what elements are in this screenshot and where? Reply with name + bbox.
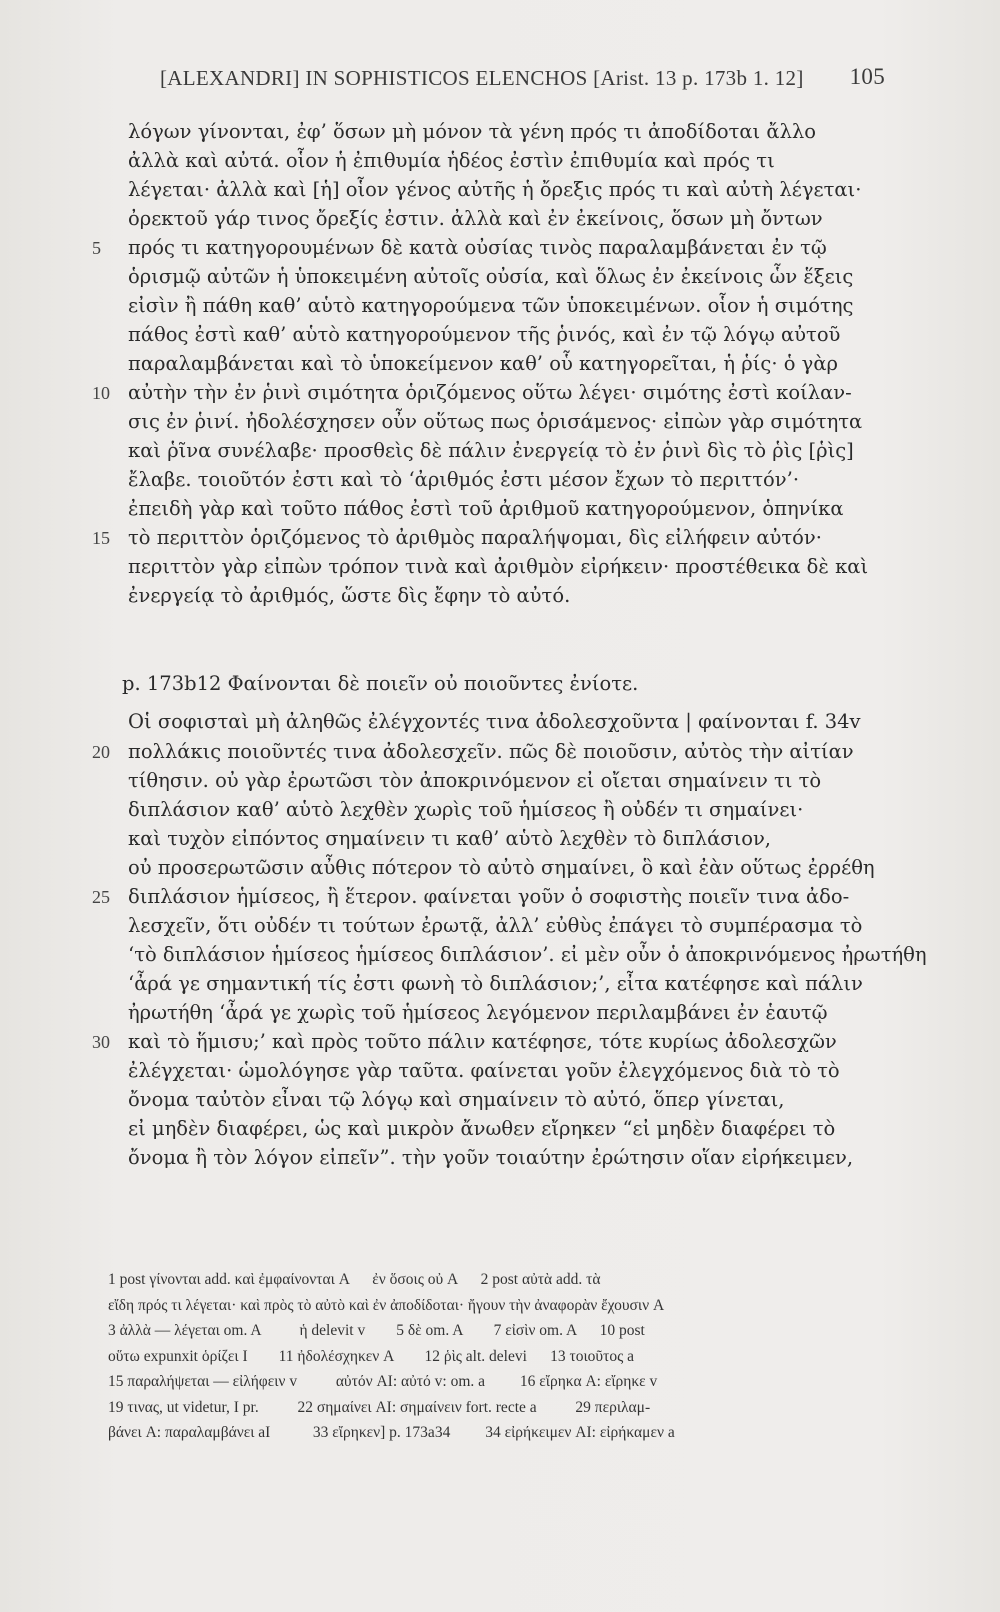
text-line — [128, 767, 868, 795]
text-line — [128, 118, 868, 146]
footnote-line: βάνει A: παραλαμβάνει aI 33 εἴρηκεν] p. 173a34 34 εἰρήκειμεν AI: εἰρήκαμεν a — [108, 1424, 675, 1441]
line-text: παραλαμβάνεται καὶ τὸ ὑποκείμενον καθ’ οὗ κατηγορεῖται, ἡ ῥίς· ὁ γὰρ — [128, 352, 838, 375]
line-text: ἔλαβε. τοιοῦτόν ἐστι καὶ τὸ ‘ἀριθμός ἐστι μέσον ἔχων τὸ περιττόν’· — [128, 468, 800, 491]
text-line — [92, 1028, 868, 1056]
line-text: p. 173b12 Φαίνονται δὲ ποιεῖν οὐ ποιοῦντες ἐνίοτε. — [122, 672, 639, 695]
line-number: 10 — [92, 383, 110, 403]
text-line — [128, 147, 868, 175]
line-text: πρός τι κατηγορουμένων δὲ κατὰ οὐσίας τινὸς παραλαμβάνεται ἐν τῷ — [128, 236, 827, 259]
line-number: 20 — [92, 742, 110, 762]
line-text: καὶ ῥῖνα συνέλαβε· προσθεὶς δὲ πάλιν ἐνεργείᾳ τὸ ἐν ῥινὶ δὶς τὸ ῥὶς [ῥὶς] — [128, 439, 854, 462]
line-text: οὐ προσερωτῶσιν αὖθις πότερον τὸ αὐτὸ σημαίνει, ὃ καὶ ἐὰν οὕτως ἐρρέθη — [128, 856, 875, 879]
text-line — [128, 495, 868, 523]
text-line — [128, 350, 868, 378]
line-number: 15 — [92, 528, 110, 548]
line-number: 30 — [92, 1032, 110, 1052]
text-line — [128, 1144, 868, 1172]
text-line — [128, 553, 868, 581]
text-line — [128, 321, 868, 349]
text-line — [92, 234, 868, 262]
text-line — [128, 1115, 868, 1143]
line-text: καὶ τὸ ἥμισυ;’ καὶ πρὸς τοῦτο πάλιν κατέφησε, τότε κυρίως ἀδολεσχῶν — [128, 1030, 837, 1053]
line-text: λόγων γίνονται, ἐφ’ ὅσων μὴ μόνον τὰ γένη πρός τι ἀποδίδοται ἄλλο — [128, 120, 817, 143]
line-text: Οἱ σοφισταὶ μὴ ἀληθῶς ἐλέγχοντές τινα ἀδολεσχοῦντα | φαίνονται f. 34v — [128, 710, 861, 733]
line-text: πολλάκις ποιοῦντές τινα ἀδολεσχεῖν. πῶς δὲ ποιοῦσιν, αὐτὸς τὴν αἰτίαν — [128, 740, 854, 763]
footnote-line: 15 παραλήψεται — εἰλήφειν v αὐτόν AI: αὐτό v: om. a 16 εἴρηκα A: εἴρηκε v — [108, 1373, 658, 1390]
line-text: ἐπειδὴ γὰρ καὶ τοῦτο πάθος ἐστὶ τοῦ ἀριθμοῦ κατηγορούμενον, ὁπηνίκα — [128, 497, 844, 520]
footnote-line: οὕτω expunxit ὁρίζει I 11 ἠδολέσχηκεν A 12 ῥὶς alt. delevi 13 τοιοῦτος a — [108, 1347, 634, 1365]
line-text: ἐνεργείᾳ τὸ ἀριθμός, ὥστε δὶς ἔφην τὸ αὐτό. — [128, 584, 571, 607]
page-number: 105 — [849, 64, 885, 89]
text-line — [128, 205, 868, 233]
footnote-line: 3 ἀλλὰ — λέγεται om. A ἡ delevit v 5 δὲ om. A 7 εἰσὶν om. A 10 post — [108, 1322, 645, 1339]
running-header — [160, 66, 885, 91]
text-line — [128, 582, 868, 610]
running-title: [ALEXANDRI] IN SOPHISTICOS ELENCHOS [Arist. 13 p. 173b 1. 12] — [160, 66, 804, 90]
line-number: 5 — [92, 238, 101, 258]
line-text: σις ἐν ῥινί. ἠδολέσχησεν οὖν οὕτως πως ὁρισάμενος· εἰπὼν γὰρ σιμότητα — [128, 410, 863, 433]
text-line — [128, 263, 868, 291]
footnote-line: 1 post γίνονται add. καὶ ἐμφαίνονται A ἐν ὅσοις οὐ A 2 post αὐτὰ add. τὰ — [108, 1271, 601, 1288]
text-line — [92, 524, 868, 552]
line-text: διπλάσιον καθ’ αὑτὸ λεχθὲν χωρὶς τοῦ ἡμίσεος ἢ οὐδέν τι σημαίνει· — [128, 798, 804, 821]
text-line — [128, 1086, 868, 1114]
text-line — [128, 825, 868, 853]
line-text: ὄνομα ἢ τὸν λόγον εἰπεῖν”. τὴν γοῦν τοιαύτην ἐρώτησιν οἵαν εἰρήκειμεν, — [128, 1146, 854, 1169]
text-line — [128, 970, 868, 998]
text-line — [128, 854, 875, 882]
text-line — [128, 176, 868, 204]
line-text: ὀρεκτοῦ γάρ τινος ὄρεξίς ἐστιν. ἀλλὰ καὶ ἐν ἐκείνοις, ὅσων μὴ ὄντων — [128, 207, 823, 230]
line-text: περιττὸν γὰρ εἰπὼν τρόπον τινὰ καὶ ἀριθμὸν εἰρήκειν· προστέθεικα δὲ καὶ — [128, 555, 869, 578]
line-text: λεσχεῖν, ὅτι οὐδέν τι τούτων ἐρωτᾷ, ἀλλ’ εὐθὺς ἐπάγει τὸ συμπέρασμα τὸ — [128, 914, 863, 937]
text-line — [128, 941, 927, 969]
text-line — [128, 437, 868, 465]
line-text: τὸ περιττὸν ὁριζόμενος τὸ ἀριθμὸς παραλήψομαι, δὶς εἰλήφειν αὐτόν· — [128, 526, 822, 549]
text-line — [128, 466, 868, 494]
text-line — [128, 1057, 868, 1085]
text-line — [128, 912, 868, 940]
text-line — [128, 999, 868, 1027]
line-text: καὶ τυχὸν εἰπόντος σημαίνειν τι καθ’ αὑτὸ λεχθὲν τὸ διπλάσιον, — [128, 827, 772, 850]
line-text: τίθησιν. οὐ γὰρ ἐρωτῶσι τὸν ἀποκρινόμενον εἰ οἴεται σημαίνειν τι τὸ — [128, 769, 822, 792]
line-text: ὄνομα ταὐτὸν εἶναι τῷ λόγῳ καὶ σημαίνειν τὸ αὐτό, ὅπερ γίνεται, — [128, 1088, 785, 1111]
line-text: λέγεται· ἀλλὰ καὶ [ἡ] οἷον γένος αὐτῆς ἡ ὄρεξις πρός τι καὶ αὐτὴ λέγεται· — [128, 178, 862, 201]
line-text: εἰσὶν ἢ πάθη καθ’ αὑτὸ κατηγορούμενα τῶν ὑποκειμένων. οἷον ἡ σιμότης — [128, 294, 854, 317]
line-text: ἐλέγχεται· ὡμολόγησε γὰρ ταῦτα. φαίνεται γοῦν ἐλεγχόμενος διὰ τὸ τὸ — [128, 1059, 840, 1082]
text-line — [92, 379, 868, 407]
section-lemma — [122, 670, 862, 698]
line-text: πάθος ἐστὶ καθ’ αὑτὸ κατηγορούμενον τῆς ῥινός, καὶ ἐν τῷ λόγῳ αὐτοῦ — [128, 323, 841, 346]
text-line — [128, 708, 868, 736]
text-line — [92, 738, 868, 766]
line-number: 25 — [92, 887, 110, 907]
text-line — [128, 292, 868, 320]
text-line — [128, 408, 868, 436]
line-text: ‘ἆρά γε σημαντική τίς ἐστι φωνὴ τὸ διπλάσιον;’, εἶτα κατέφησε καὶ πάλιν — [128, 972, 863, 995]
footnote-line: εἴδη πρός τι λέγεται· καὶ πρὸς τὸ αὐτὸ καὶ ἐν ἀποδίδοται· ἤγουν τὴν ἀναφορὰν ἔχουσιν A — [108, 1296, 665, 1314]
line-text: ἠρωτήθη ‘ἆρά γε χωρὶς τοῦ ἡμίσεος λεγόμενον περιλαμβάνει ἐν ἑαυτῷ — [128, 1001, 828, 1024]
line-text: διπλάσιον ἡμίσεος, ἢ ἕτερον. φαίνεται γοῦν ὁ σοφιστὴς ποιεῖν τινα ἀδο- — [128, 885, 850, 908]
text-line — [92, 883, 868, 911]
line-text: ‘τὸ διπλάσιον ἡμίσεος ἡμίσεος διπλάσιον’. εἰ μὲν οὖν ὁ ἀποκρινόμενος ἠρωτήθη — [128, 943, 927, 966]
line-text: ἀλλὰ καὶ αὐτά. οἷον ἡ ἐπιθυμία ἡδέος ἐστὶν ἐπιθυμία καὶ πρός τι — [128, 149, 775, 172]
line-text: αὐτὴν τὴν ἐν ῥινὶ σιμότητα ὁριζόμενος οὕτω λέγει· σιμότης ἐστὶ κοίλαν- — [128, 381, 852, 404]
text-line — [128, 796, 868, 824]
footnote-line: 19 τινας, ut videtur, I pr. 22 σημαίνει AI: σημαίνειν fort. recte a 29 περιλαμ- — [108, 1398, 651, 1416]
line-text: ὁρισμῷ αὐτῶν ἡ ὑποκειμένη αὐτοῖς οὐσία, καὶ ὅλως ἐν ἐκείνοις ὧν ἕξεις — [128, 265, 854, 288]
line-text: εἰ μηδὲν διαφέρει, ὡς καὶ μικρὸν ἄνωθεν εἴρηκεν “εἰ μηδὲν διαφέρει τὸ — [128, 1117, 836, 1140]
